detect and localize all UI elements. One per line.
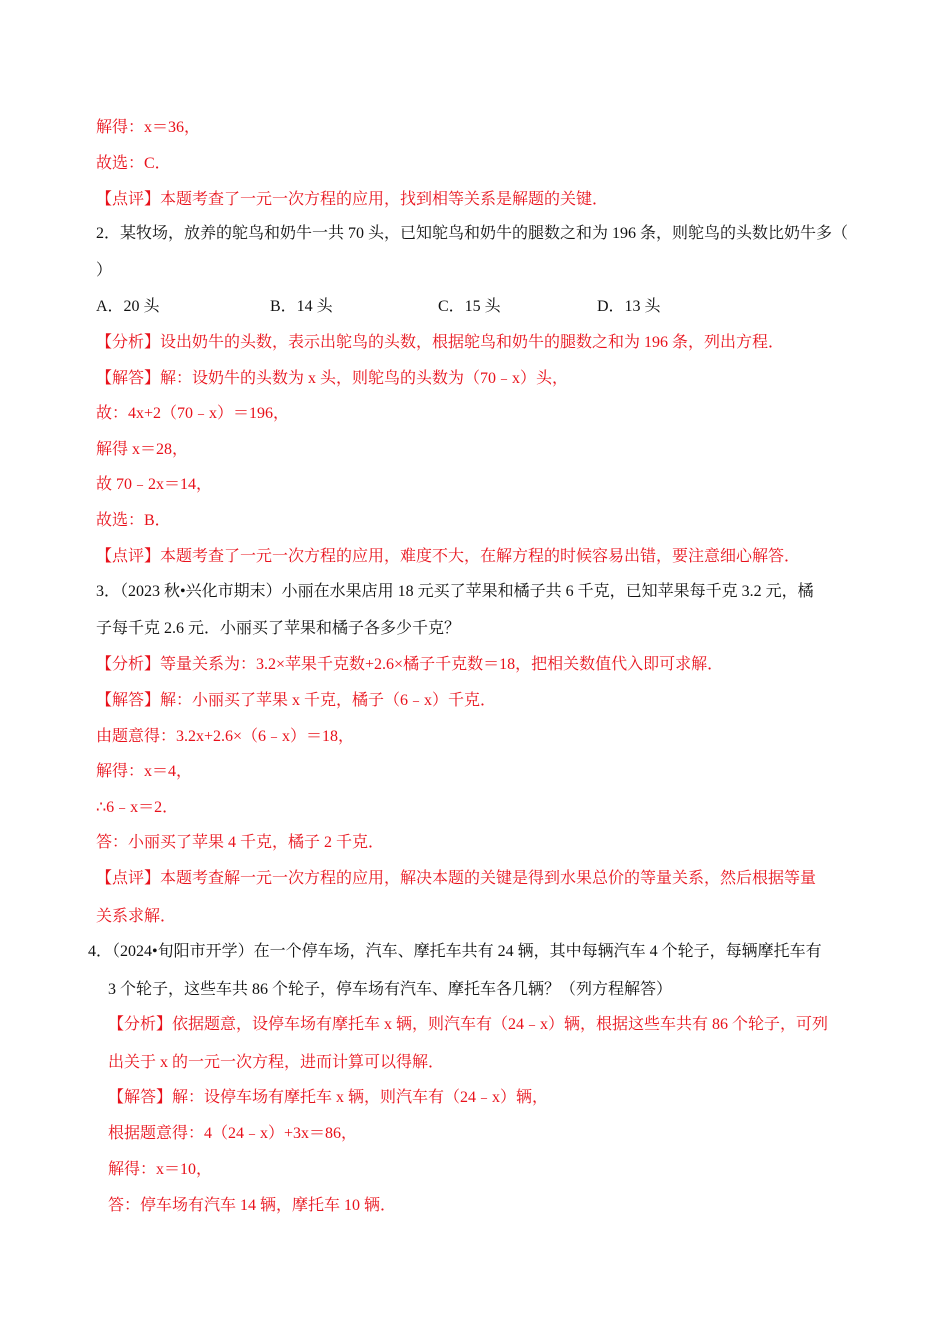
q2-option-c: C．15 头 (438, 298, 501, 315)
q1-solve-line: 解得：x＝36， (96, 119, 201, 136)
q4-step1: 根据题意得：4（24﹣x）+3x＝86， (108, 1125, 358, 1142)
q3-analysis: 【分析】等量关系为：3.2×苹果千克数+2.6×橘子千克数＝18，把相关数值代入即可求解． (96, 656, 724, 673)
q4-stem-cont: 3 个轮子，这些车共 86 个轮子，停车场有汽车、摩托车各几辆？（列方程解答） (108, 981, 673, 998)
q2-stem-cont: ） (96, 262, 113, 279)
q4-answer: 【解答】解：设停车场有摩托车 x 辆，则汽车有（24﹣x）辆， (108, 1089, 549, 1106)
q3-step2: 解得：x＝4， (96, 763, 193, 780)
q3-final: 答：小丽买了苹果 4 千克，橘子 2 千克． (96, 834, 385, 851)
q4-analysis-cont: 出关于 x 的一元一次方程，进而计算可以得解． (108, 1054, 445, 1071)
q2-step3: 故 70﹣2x＝14， (96, 476, 213, 493)
q4-step2: 解得：x＝10， (108, 1161, 213, 1178)
q3-comment-cont: 关系求解． (96, 908, 177, 925)
q3-comment: 【点评】本题考查解一元一次方程的应用，解决本题的关键是得到水果总价的等量关系，然后根据等量 (96, 870, 817, 887)
q2-comment: 【点评】本题考查了一元一次方程的应用，难度不大，在解方程的时候容易出错，要注意细心解答． (96, 548, 801, 565)
q2-option-d: D．13 头 (597, 298, 661, 315)
q2-stem: 2．某牧场，放养的鸵鸟和奶牛一共 70 头，已知鸵鸟和奶牛的腿数之和为 196 条，则鸵鸟的头数比奶牛多（ (96, 225, 849, 242)
q4-final: 答：停车场有汽车 14 辆，摩托车 10 辆． (108, 1197, 397, 1214)
q1-comment: 【点评】本题考查了一元一次方程的应用，找到相等关系是解题的关键． (96, 191, 609, 208)
q4-stem: 4．（2024•旬阳市开学）在一个停车场，汽车、摩托车共有 24 辆，其中每辆汽车 4 个轮子，每辆摩托车有 (88, 943, 822, 960)
q2-analysis: 【分析】设出奶牛的头数，表示出鸵鸟的头数，根据鸵鸟和奶牛的腿数之和为 196 条，列出方程． (96, 334, 785, 351)
q2-option-b: B．14 头 (270, 298, 333, 315)
q3-step1: 由题意得：3.2x+2.6×（6﹣x）＝18， (96, 728, 355, 745)
q1-choice-line: 故选：C． (96, 155, 171, 172)
q2-step2: 解得 x＝28， (96, 441, 189, 458)
q4-analysis: 【分析】依据题意，设停车场有摩托车 x 辆，则汽车有（24﹣x）辆，根据这些车共有 86 个轮子，可列 (108, 1016, 829, 1033)
q2-step1: 故：4x+2（70﹣x）＝196， (96, 405, 290, 422)
q2-choice: 故选：B． (96, 512, 171, 529)
q3-step3: ∴6﹣x＝2． (96, 799, 179, 816)
q3-stem-cont: 子每千克 2.6 元．小丽买了苹果和橘子各多少千克？ (96, 620, 461, 637)
q3-answer: 【解答】解：小丽买了苹果 x 千克，橘子（6﹣x）千克． (96, 692, 497, 709)
q2-answer: 【解答】解：设奶牛的头数为 x 头，则鸵鸟的头数为（70﹣x）头， (96, 370, 569, 387)
q2-option-a: A．20 头 (96, 298, 160, 315)
q3-stem: 3．（2023 秋•兴化市期末）小丽在水果店用 18 元买了苹果和橘子共 6 千克，已知苹果每千克 3.2 元，橘 (96, 583, 814, 600)
